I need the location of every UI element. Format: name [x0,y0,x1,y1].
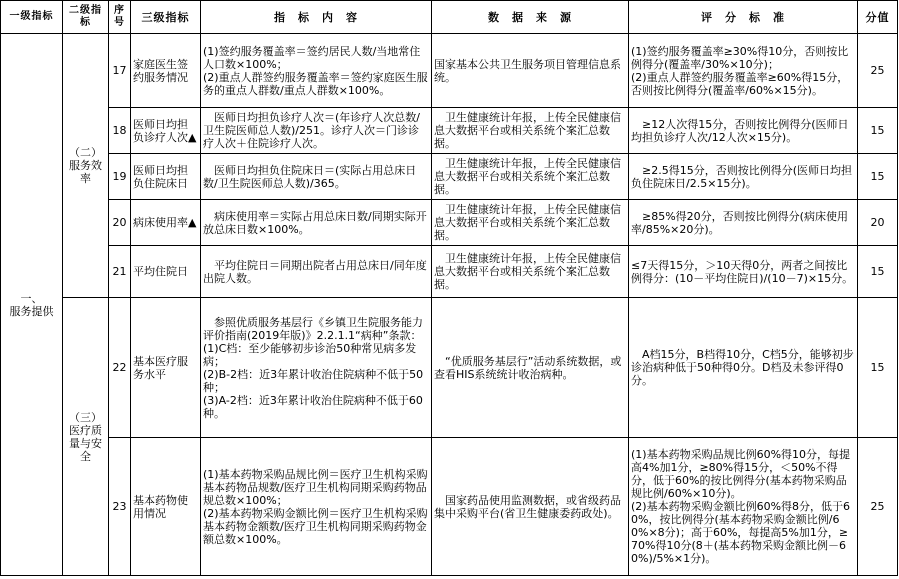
content-cell: 平均住院日＝同期出院者占用总床日/同年度出院人数。 [201,246,432,298]
score-cell: 20 [858,200,898,246]
header-seq: 序号 [109,1,131,34]
score-cell: 15 [858,154,898,200]
standard-cell: ≥85%得20分，否则按比例得分(病床使用率/85%×20分)。 [629,200,858,246]
seq-cell: 20 [109,200,131,246]
header-level3: 三级指标 [131,1,201,34]
source-cell: 国家基本公共卫生服务项目管理信息系统。 [432,34,629,108]
indicator-cell: 家庭医生签约服务情况 [131,34,201,108]
level1-name: 服务提供 [9,304,54,318]
source-cell: “优质服务基层行”活动系统数据，或查看HIS系统统计收治病种。 [432,298,629,438]
seq-cell: 18 [109,108,131,154]
header-level1: 一级指标 [1,1,63,34]
seq-cell: 22 [109,298,131,438]
level2-name: 医疗质量与安全 [69,423,102,463]
score-cell: 15 [858,298,898,438]
source-cell: 卫生健康统计年报，上传全民健康信息大数据平台或相关系统个案汇总数据。 [432,154,629,200]
seq-cell: 17 [109,34,131,108]
score-cell: 15 [858,246,898,298]
score-cell: 25 [858,438,898,576]
level1-num: 一、 [20,291,43,305]
indicator-cell: 医师日均担负诊疗人次▲ [131,108,201,154]
score-cell: 15 [858,108,898,154]
level1-cell [1,34,63,576]
level2-cell-quality [63,298,109,576]
content-cell [201,34,432,108]
content-line: (1)签约服务覆盖率＝签约居民人数/当地常住人口数×100%； [203,44,421,71]
table-row [1,108,898,154]
content-line: 参照优质服务基层行《乡镇卫生院服务能力评价指南(2019年版)》2.2.1.1“病种”条款： [203,315,423,342]
seq-cell: 21 [109,246,131,298]
indicator-cell: 基本药物使用情况 [131,438,201,576]
standard-cell [629,438,858,576]
standard-cell: ≤7天得15分，＞10天得0分，两者之间按比例得分：(10－平均住院日)/(10－7)×15分。 [629,246,858,298]
standard-line: (2)基本药物采购金额比例60%得8分，低于60%，按比例得分(基本药物采购金额比例/60%×8分)；高于60%，每提高5%加1分，≥70%得10分(8＋(基本药物采购金额比例－60%)/5%×1分)。 [631,500,851,565]
content-cell: 医师日均担负诊疗人次＝(年诊疗人次总数/卫生院医师总人数)/251。诊疗人次＝门诊诊疗人次＋住院诊疗人次。 [201,108,432,154]
standard-cell: ≥2.5得15分，否则按比例得分(医师日均担负住院床日/2.5×15分)。 [629,154,858,200]
source-cell: 国家药品使用监测数据，或省级药品集中采购平台(省卫生健康委药政处)。 [432,438,629,576]
level2-cell-efficiency [63,34,109,298]
header-level2: 二级指标 [63,1,109,34]
source-cell: 卫生健康统计年报，上传全民健康信息大数据平台或相关系统个案汇总数据。 [432,108,629,154]
indicator-cell: 病床使用率▲ [131,200,201,246]
indicator-cell: 医师日均担负住院床日 [131,154,201,200]
level2-num: （三） [69,410,102,424]
standard-line: (2)重点人群签约服务覆盖率≥60%得15分，否则按比例得分(覆盖率/60%×15分)。 [631,70,849,97]
table-row [1,438,898,576]
standard-cell: A档15分，B档得10分，C档5分，能够初步诊治病种低于50种得0分。D档及未参评得0分。 [629,298,858,438]
indicator-cell: 平均住院日 [131,246,201,298]
standard-line: (1)基本药物采购品规比例60%得10分，每提高4%加1分，≥80%得15分，＜50%不得分，低于60%的按比例得分(基本药物采购品规比例/60%×10分)。 [631,448,851,500]
standard-cell: ≥12人次得15分，否则按比例得分(医师日均担负诊疗人次/12人次×15分)。 [629,108,858,154]
content-cell: 病床使用率＝实际占用总床日数/同期实际开放总床日数×100%。 [201,200,432,246]
content-line: (1)基本药物采购品规比例＝医疗卫生机构采购基本药物品规数/医疗卫生机构同期采购药物品规总数×100%； [203,467,428,507]
content-cell [201,438,432,576]
table-row [1,246,898,298]
content-line: (1)C档：至少能够初步诊治50种常见病多发病； [203,341,417,368]
header-row [1,1,898,34]
header-score: 分值 [858,1,898,34]
table-row [1,298,898,438]
score-cell: 25 [858,34,898,108]
source-cell: 卫生健康统计年报，上传全民健康信息大数据平台或相关系统个案汇总数据。 [432,200,629,246]
table-row [1,200,898,246]
content-line: (3)A-2档：近3年累计收治住院病种不低于60种。 [203,393,423,420]
content-cell: 医师日均担负住院床日＝(实际占用总床日数/卫生院医师总人数)/365。 [201,154,432,200]
level2-name: 服务效率 [69,159,102,185]
table-row [1,154,898,200]
standard-line: (1)签约服务覆盖率≥30%得10分，否则按比例得分(覆盖率/30%×10分)； [631,44,849,71]
header-standard: 评 分 标 准 [629,1,858,34]
indicator-cell: 基本医疗服务水平 [131,298,201,438]
header-content: 指 标 内 容 [201,1,432,34]
level2-num: （二） [69,146,102,159]
content-cell [201,298,432,438]
content-line: (2)基本药物采购金额比例＝医疗卫生机构采购基本药物金额数/医疗卫生机构同期采购药物金额总数×100%。 [203,506,428,546]
source-cell: 卫生健康统计年报，上传全民健康信息大数据平台或相关系统个案汇总数据。 [432,246,629,298]
content-line: (2)重点人群签约服务覆盖率＝签约家庭医生服务的重点人群数/重点人群数×100%。 [203,70,428,97]
seq-cell: 19 [109,154,131,200]
content-line: (2)B-2档：近3年累计收治住院病种不低于50种； [203,367,424,394]
table-row [1,34,898,108]
header-source: 数 据 来 源 [432,1,629,34]
standard-cell [629,34,858,108]
seq-cell: 23 [109,438,131,576]
